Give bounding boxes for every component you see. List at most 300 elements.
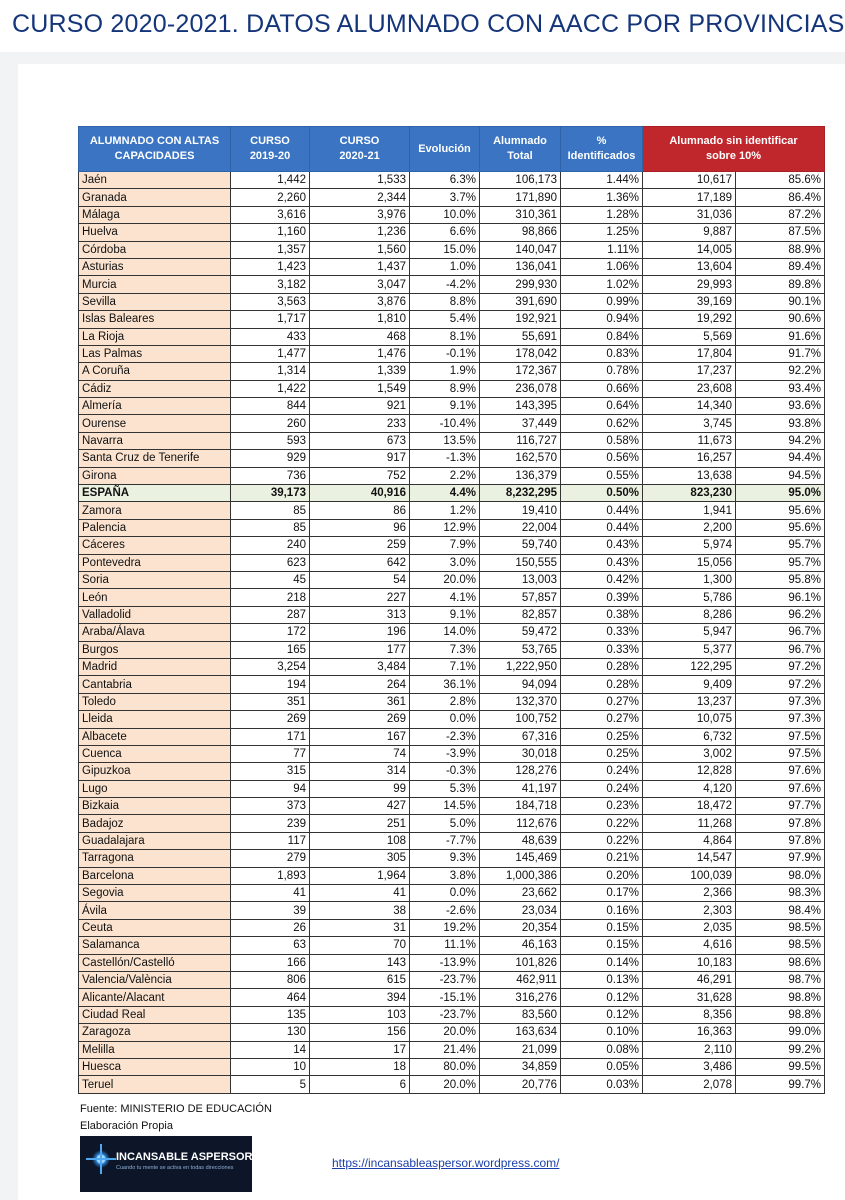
table-body	[79, 172, 825, 1094]
blog-link[interactable]: https://incansableaspersor.wordpress.com/	[332, 1156, 560, 1170]
table-row	[79, 224, 825, 241]
cell-identificados: 0.12%	[561, 1006, 643, 1023]
cell-sin-identificar: 823,230	[643, 485, 736, 502]
cell-province: Gipuzkoa	[79, 763, 231, 780]
cell-sin-identificar: 13,604	[643, 258, 736, 275]
cell-sin-identificar: 16,257	[643, 450, 736, 467]
cell-curso-2020-21: 251	[310, 815, 410, 832]
cell-alumnado-total: 172,367	[480, 363, 561, 380]
cell-evolucion: 80.0%	[410, 1058, 480, 1075]
cell-sin-identificar-pct: 97.6%	[736, 763, 825, 780]
cell-alumnado-total: 143,395	[480, 398, 561, 415]
cell-evolucion: -2.6%	[410, 902, 480, 919]
cell-sin-identificar-pct: 92.2%	[736, 363, 825, 380]
logo-tagline: Cuando tu mente se activa en todas direcciones	[116, 1165, 234, 1171]
cell-sin-identificar-pct: 98.5%	[736, 919, 825, 936]
cell-sin-identificar-pct: 87.2%	[736, 206, 825, 223]
cell-province: Lugo	[79, 780, 231, 797]
cell-sin-identificar-pct: 95.6%	[736, 502, 825, 519]
cell-curso-2019-20: 1,357	[231, 241, 310, 258]
cell-curso-2020-21: 3,484	[310, 658, 410, 675]
cell-evolucion: 4.4%	[410, 485, 480, 502]
cell-identificados: 0.14%	[561, 954, 643, 971]
cell-evolucion: 5.0%	[410, 815, 480, 832]
cell-sin-identificar-pct: 88.9%	[736, 241, 825, 258]
cell-sin-identificar-pct: 90.6%	[736, 311, 825, 328]
cell-curso-2020-21: 41	[310, 885, 410, 902]
cell-sin-identificar-pct: 95.0%	[736, 485, 825, 502]
cell-evolucion: 14.0%	[410, 624, 480, 641]
cell-province: Valencia/València	[79, 971, 231, 988]
table-row	[79, 798, 825, 815]
table-row	[79, 258, 825, 275]
table-row	[79, 763, 825, 780]
cell-alumnado-total: 299,930	[480, 276, 561, 293]
cell-sin-identificar: 15,056	[643, 554, 736, 571]
table-row	[79, 989, 825, 1006]
cell-identificados: 0.78%	[561, 363, 643, 380]
cell-sin-identificar: 5,377	[643, 641, 736, 658]
table-row	[79, 345, 825, 362]
cell-evolucion: 19.2%	[410, 919, 480, 936]
cell-curso-2019-20: 85	[231, 519, 310, 536]
cell-province: Castellón/Castelló	[79, 954, 231, 971]
cell-province: A Coruña	[79, 363, 231, 380]
cell-sin-identificar: 11,673	[643, 432, 736, 449]
cell-curso-2020-21: 156	[310, 1024, 410, 1041]
cell-curso-2020-21: 269	[310, 711, 410, 728]
cell-alumnado-total: 22,004	[480, 519, 561, 536]
cell-province: Cantabria	[79, 676, 231, 693]
cell-province: Pontevedra	[79, 554, 231, 571]
cell-curso-2020-21: 196	[310, 624, 410, 641]
table-row	[79, 363, 825, 380]
cell-province: Asturias	[79, 258, 231, 275]
cell-identificados: 0.43%	[561, 537, 643, 554]
cell-identificados: 0.21%	[561, 850, 643, 867]
cell-province: Málaga	[79, 206, 231, 223]
cell-province: León	[79, 589, 231, 606]
cell-curso-2019-20: 3,616	[231, 206, 310, 223]
cell-sin-identificar-pct: 98.3%	[736, 885, 825, 902]
cell-alumnado-total: 136,379	[480, 467, 561, 484]
cell-province: Ávila	[79, 902, 231, 919]
cell-alumnado-total: 106,173	[480, 172, 561, 189]
cell-sin-identificar-pct: 96.7%	[736, 624, 825, 641]
cell-curso-2019-20: 2,260	[231, 189, 310, 206]
cell-alumnado-total: 46,163	[480, 937, 561, 954]
cell-sin-identificar-pct: 97.2%	[736, 658, 825, 675]
cell-curso-2020-21: 1,964	[310, 867, 410, 884]
cell-sin-identificar-pct: 91.6%	[736, 328, 825, 345]
cell-alumnado-total: 140,047	[480, 241, 561, 258]
cell-evolucion: 9.3%	[410, 850, 480, 867]
cell-alumnado-total: 145,469	[480, 850, 561, 867]
table-row	[79, 693, 825, 710]
cell-curso-2020-21: 70	[310, 937, 410, 954]
cell-evolucion: 8.8%	[410, 293, 480, 310]
cell-identificados: 1.25%	[561, 224, 643, 241]
cell-curso-2019-20: 3,563	[231, 293, 310, 310]
cell-alumnado-total: 136,041	[480, 258, 561, 275]
cell-curso-2019-20: 85	[231, 502, 310, 519]
cell-sin-identificar: 2,078	[643, 1076, 736, 1093]
cell-curso-2020-21: 259	[310, 537, 410, 554]
cell-curso-2019-20: 165	[231, 641, 310, 658]
cell-province: Valladolid	[79, 606, 231, 623]
table-row	[79, 745, 825, 762]
cell-curso-2020-21: 17	[310, 1041, 410, 1058]
cell-sin-identificar: 23,608	[643, 380, 736, 397]
cell-curso-2019-20: 806	[231, 971, 310, 988]
cell-sin-identificar-pct: 97.3%	[736, 711, 825, 728]
brand-logo	[80, 1136, 252, 1192]
cell-sin-identificar-pct: 97.8%	[736, 815, 825, 832]
cell-sin-identificar-pct: 99.2%	[736, 1041, 825, 1058]
cell-evolucion: -3.9%	[410, 745, 480, 762]
cell-sin-identificar: 17,237	[643, 363, 736, 380]
cell-curso-2019-20: 14	[231, 1041, 310, 1058]
cell-evolucion: -1.3%	[410, 450, 480, 467]
cell-curso-2019-20: 269	[231, 711, 310, 728]
table-row	[79, 1024, 825, 1041]
cell-identificados: 0.94%	[561, 311, 643, 328]
cell-sin-identificar: 10,617	[643, 172, 736, 189]
cell-identificados: 0.44%	[561, 502, 643, 519]
page-title: CURSO 2020-2021. DATOS ALUMNADO CON AACC POR PROVINCIAS	[12, 10, 845, 38]
table-row	[79, 519, 825, 536]
cell-curso-2020-21: 54	[310, 571, 410, 588]
cell-curso-2020-21: 74	[310, 745, 410, 762]
cell-identificados: 0.23%	[561, 798, 643, 815]
cell-sin-identificar-pct: 96.2%	[736, 606, 825, 623]
cell-curso-2020-21: 1,339	[310, 363, 410, 380]
cell-province: Madrid	[79, 658, 231, 675]
cell-identificados: 0.25%	[561, 728, 643, 745]
cell-sin-identificar: 2,110	[643, 1041, 736, 1058]
cell-curso-2020-21: 361	[310, 693, 410, 710]
cell-sin-identificar: 5,974	[643, 537, 736, 554]
table-row	[79, 589, 825, 606]
cell-evolucion: 2.8%	[410, 693, 480, 710]
cell-sin-identificar: 3,486	[643, 1058, 736, 1075]
header-province: ALUMNADO CON ALTAS CAPACIDADES	[79, 127, 231, 172]
cell-identificados: 0.83%	[561, 345, 643, 362]
cell-province: Sevilla	[79, 293, 231, 310]
cell-identificados: 0.28%	[561, 658, 643, 675]
cell-province: Burgos	[79, 641, 231, 658]
cell-curso-2020-21: 1,810	[310, 311, 410, 328]
cell-sin-identificar-pct: 89.8%	[736, 276, 825, 293]
cell-sin-identificar: 16,363	[643, 1024, 736, 1041]
cell-sin-identificar: 9,409	[643, 676, 736, 693]
cell-curso-2020-21: 305	[310, 850, 410, 867]
cell-evolucion: -2.3%	[410, 728, 480, 745]
table-row	[79, 450, 825, 467]
cell-province: Barcelona	[79, 867, 231, 884]
cell-identificados: 0.58%	[561, 432, 643, 449]
cell-curso-2020-21: 31	[310, 919, 410, 936]
cell-identificados: 0.10%	[561, 1024, 643, 1041]
cell-identificados: 0.20%	[561, 867, 643, 884]
cell-province: Albacete	[79, 728, 231, 745]
logo-name: INCANSABLE ASPERSOR	[116, 1151, 253, 1163]
table-header-row	[79, 127, 825, 172]
cell-curso-2019-20: 433	[231, 328, 310, 345]
cell-evolucion: 20.0%	[410, 1024, 480, 1041]
cell-curso-2020-21: 3,976	[310, 206, 410, 223]
table-row	[79, 1006, 825, 1023]
cell-curso-2020-21: 394	[310, 989, 410, 1006]
table-row	[79, 850, 825, 867]
table-row	[79, 919, 825, 936]
cell-sin-identificar: 10,075	[643, 711, 736, 728]
cell-sin-identificar: 5,569	[643, 328, 736, 345]
cell-evolucion: 7.3%	[410, 641, 480, 658]
cell-province: Guadalajara	[79, 832, 231, 849]
cell-curso-2020-21: 18	[310, 1058, 410, 1075]
cell-evolucion: 8.9%	[410, 380, 480, 397]
cell-province: Girona	[79, 467, 231, 484]
cell-evolucion: 20.0%	[410, 1076, 480, 1093]
cell-curso-2020-21: 177	[310, 641, 410, 658]
cell-identificados: 0.50%	[561, 485, 643, 502]
cell-identificados: 1.02%	[561, 276, 643, 293]
cell-curso-2020-21: 673	[310, 432, 410, 449]
table-row	[79, 780, 825, 797]
cell-alumnado-total: 57,857	[480, 589, 561, 606]
cell-curso-2019-20: 166	[231, 954, 310, 971]
cell-province: Cádiz	[79, 380, 231, 397]
cell-sin-identificar: 3,002	[643, 745, 736, 762]
cell-alumnado-total: 101,826	[480, 954, 561, 971]
cell-identificados: 0.15%	[561, 919, 643, 936]
cell-evolucion: 12.9%	[410, 519, 480, 536]
cell-sin-identificar: 2,035	[643, 919, 736, 936]
table-row	[79, 293, 825, 310]
cell-curso-2020-21: 313	[310, 606, 410, 623]
cell-curso-2020-21: 468	[310, 328, 410, 345]
cell-sin-identificar: 1,300	[643, 571, 736, 588]
table-row	[79, 206, 825, 223]
cell-province: Ciudad Real	[79, 1006, 231, 1023]
cell-identificados: 0.62%	[561, 415, 643, 432]
table-row	[79, 415, 825, 432]
cell-province: Zaragoza	[79, 1024, 231, 1041]
table-row	[79, 398, 825, 415]
cell-identificados: 0.12%	[561, 989, 643, 1006]
cell-curso-2019-20: 117	[231, 832, 310, 849]
cell-sin-identificar: 29,993	[643, 276, 736, 293]
cell-alumnado-total: 41,197	[480, 780, 561, 797]
cell-alumnado-total: 8,232,295	[480, 485, 561, 502]
cell-province: Alicante/Alacant	[79, 989, 231, 1006]
cell-sin-identificar: 4,120	[643, 780, 736, 797]
cell-sin-identificar-pct: 99.0%	[736, 1024, 825, 1041]
cell-curso-2020-21: 1,236	[310, 224, 410, 241]
cell-sin-identificar-pct: 97.7%	[736, 798, 825, 815]
cell-curso-2019-20: 41	[231, 885, 310, 902]
cell-curso-2020-21: 1,476	[310, 345, 410, 362]
cell-curso-2019-20: 260	[231, 415, 310, 432]
table-row	[79, 467, 825, 484]
cell-evolucion: 0.0%	[410, 885, 480, 902]
cell-sin-identificar: 17,804	[643, 345, 736, 362]
header-curso-2019-20: CURSO 2019-20	[231, 127, 310, 172]
cell-province: Lleida	[79, 711, 231, 728]
cell-sin-identificar: 2,200	[643, 519, 736, 536]
cell-sin-identificar: 1,941	[643, 502, 736, 519]
table-row	[79, 189, 825, 206]
cell-curso-2019-20: 10	[231, 1058, 310, 1075]
cell-sin-identificar: 8,356	[643, 1006, 736, 1023]
cell-sin-identificar-pct: 98.7%	[736, 971, 825, 988]
cell-sin-identificar-pct: 90.1%	[736, 293, 825, 310]
source-line: Fuente: MINISTERIO DE EDUCACIÓN	[80, 1103, 272, 1115]
cell-identificados: 0.66%	[561, 380, 643, 397]
cell-curso-2020-21: 3,876	[310, 293, 410, 310]
cell-curso-2019-20: 464	[231, 989, 310, 1006]
cell-curso-2019-20: 45	[231, 571, 310, 588]
cell-identificados: 0.33%	[561, 624, 643, 641]
cell-curso-2020-21: 615	[310, 971, 410, 988]
cell-evolucion: -10.4%	[410, 415, 480, 432]
cell-alumnado-total: 192,921	[480, 311, 561, 328]
cell-curso-2019-20: 39	[231, 902, 310, 919]
header-alumnado-total: Alumnado Total	[480, 127, 561, 172]
cell-sin-identificar: 11,268	[643, 815, 736, 832]
cell-sin-identificar: 2,366	[643, 885, 736, 902]
cell-curso-2019-20: 373	[231, 798, 310, 815]
cell-curso-2019-20: 39,173	[231, 485, 310, 502]
cell-evolucion: 1.2%	[410, 502, 480, 519]
cell-sin-identificar: 8,286	[643, 606, 736, 623]
cell-sin-identificar: 31,628	[643, 989, 736, 1006]
cell-evolucion: 20.0%	[410, 571, 480, 588]
cell-alumnado-total: 132,370	[480, 693, 561, 710]
cell-curso-2019-20: 351	[231, 693, 310, 710]
cell-curso-2019-20: 929	[231, 450, 310, 467]
cell-alumnado-total: 391,690	[480, 293, 561, 310]
table-row	[79, 554, 825, 571]
cell-evolucion: 6.3%	[410, 172, 480, 189]
cell-identificados: 0.43%	[561, 554, 643, 571]
cell-sin-identificar: 100,039	[643, 867, 736, 884]
cell-alumnado-total: 55,691	[480, 328, 561, 345]
cell-identificados: 0.17%	[561, 885, 643, 902]
cell-alumnado-total: 67,316	[480, 728, 561, 745]
cell-identificados: 0.24%	[561, 780, 643, 797]
cell-province: Granada	[79, 189, 231, 206]
cell-sin-identificar: 10,183	[643, 954, 736, 971]
cell-identificados: 0.84%	[561, 328, 643, 345]
cell-alumnado-total: 20,776	[480, 1076, 561, 1093]
cell-evolucion: 0.0%	[410, 711, 480, 728]
cell-curso-2020-21: 314	[310, 763, 410, 780]
cell-sin-identificar-pct: 98.4%	[736, 902, 825, 919]
cell-sin-identificar: 13,638	[643, 467, 736, 484]
cell-curso-2020-21: 264	[310, 676, 410, 693]
cell-identificados: 1.28%	[561, 206, 643, 223]
cell-identificados: 0.16%	[561, 902, 643, 919]
cell-curso-2020-21: 233	[310, 415, 410, 432]
cell-alumnado-total: 178,042	[480, 345, 561, 362]
cell-evolucion: 4.1%	[410, 589, 480, 606]
cell-evolucion: -0.1%	[410, 345, 480, 362]
cell-sin-identificar-pct: 93.6%	[736, 398, 825, 415]
cell-evolucion: 14.5%	[410, 798, 480, 815]
table-row	[79, 241, 825, 258]
cell-alumnado-total: 30,018	[480, 745, 561, 762]
cell-evolucion: 10.0%	[410, 206, 480, 223]
table-row	[79, 867, 825, 884]
cell-evolucion: 21.4%	[410, 1041, 480, 1058]
table-row	[79, 728, 825, 745]
cell-evolucion: 5.3%	[410, 780, 480, 797]
cell-sin-identificar-pct: 95.7%	[736, 554, 825, 571]
cell-alumnado-total: 116,727	[480, 432, 561, 449]
cell-alumnado-total: 112,676	[480, 815, 561, 832]
header-sin-identificar: Alumnado sin identificar sobre 10%	[643, 127, 825, 172]
cell-identificados: 0.22%	[561, 815, 643, 832]
cell-sin-identificar: 19,292	[643, 311, 736, 328]
table-row	[79, 832, 825, 849]
cell-sin-identificar-pct: 98.8%	[736, 989, 825, 1006]
cell-curso-2019-20: 1,314	[231, 363, 310, 380]
cell-alumnado-total: 20,354	[480, 919, 561, 936]
table-row	[79, 276, 825, 293]
cell-province: Santa Cruz de Tenerife	[79, 450, 231, 467]
cell-curso-2019-20: 736	[231, 467, 310, 484]
cell-province: Badajoz	[79, 815, 231, 832]
cell-curso-2019-20: 63	[231, 937, 310, 954]
cell-alumnado-total: 462,911	[480, 971, 561, 988]
cell-alumnado-total: 150,555	[480, 554, 561, 571]
cell-evolucion: -23.7%	[410, 971, 480, 988]
cell-curso-2020-21: 143	[310, 954, 410, 971]
cell-alumnado-total: 236,078	[480, 380, 561, 397]
cell-alumnado-total: 1,000,386	[480, 867, 561, 884]
cell-sin-identificar-pct: 97.5%	[736, 745, 825, 762]
sprinkler-icon	[90, 1148, 112, 1170]
cell-alumnado-total: 171,890	[480, 189, 561, 206]
cell-evolucion: 9.1%	[410, 398, 480, 415]
cell-curso-2020-21: 1,533	[310, 172, 410, 189]
cell-sin-identificar: 5,947	[643, 624, 736, 641]
cell-identificados: 0.13%	[561, 971, 643, 988]
cell-sin-identificar: 31,036	[643, 206, 736, 223]
cell-province: Huelva	[79, 224, 231, 241]
cell-evolucion: 3.8%	[410, 867, 480, 884]
cell-province: Segovia	[79, 885, 231, 902]
cell-evolucion: 9.1%	[410, 606, 480, 623]
cell-province: Ourense	[79, 415, 231, 432]
cell-identificados: 0.38%	[561, 606, 643, 623]
cell-curso-2019-20: 171	[231, 728, 310, 745]
cell-identificados: 0.99%	[561, 293, 643, 310]
cell-sin-identificar: 6,732	[643, 728, 736, 745]
cell-sin-identificar: 46,291	[643, 971, 736, 988]
cell-alumnado-total: 162,570	[480, 450, 561, 467]
cell-alumnado-total: 21,099	[480, 1041, 561, 1058]
cell-identificados: 0.39%	[561, 589, 643, 606]
cell-province: Palencia	[79, 519, 231, 536]
cell-sin-identificar-pct: 97.6%	[736, 780, 825, 797]
cell-sin-identificar-pct: 93.8%	[736, 415, 825, 432]
cell-sin-identificar-pct: 95.8%	[736, 571, 825, 588]
cell-province: Bizkaia	[79, 798, 231, 815]
cell-alumnado-total: 100,752	[480, 711, 561, 728]
